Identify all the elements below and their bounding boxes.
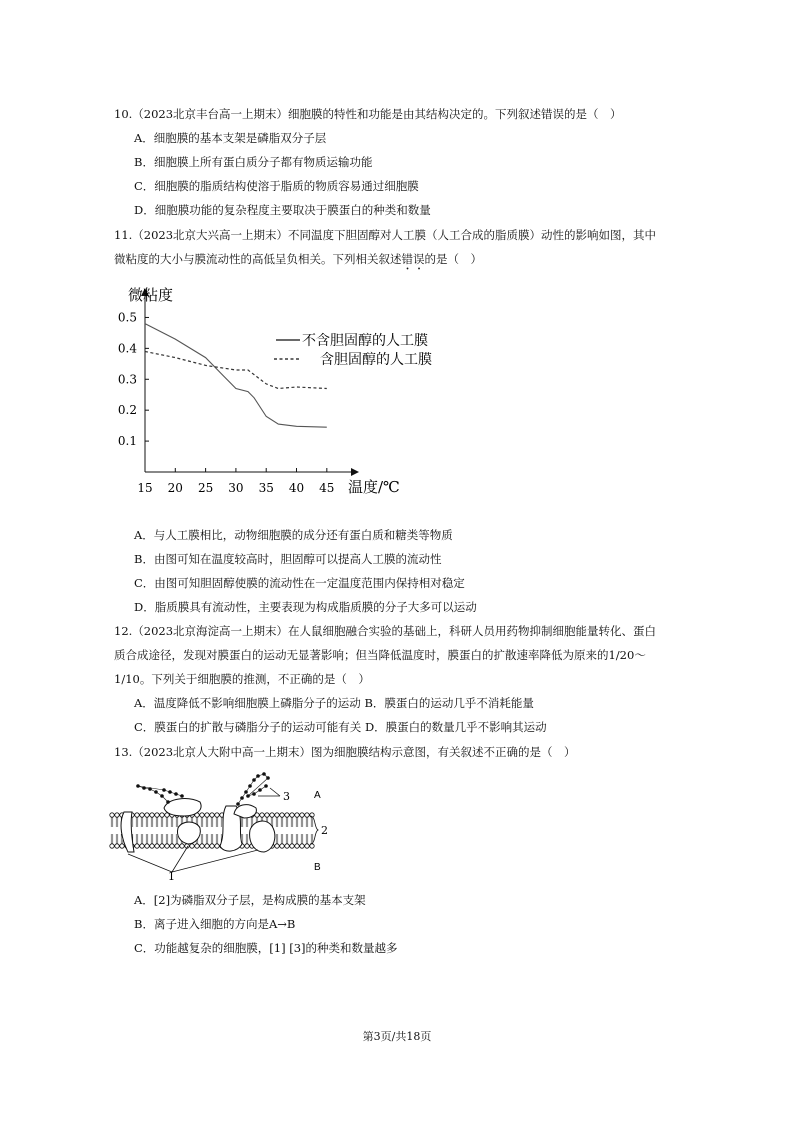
- phospholipid-head: [115, 813, 119, 817]
- x-tick-label: 15: [137, 481, 153, 495]
- phospholipid-head: [280, 813, 284, 817]
- phospholipid-head: [160, 844, 164, 848]
- y-tick-label: 0.5: [117, 310, 137, 325]
- phospholipid-head: [205, 813, 209, 817]
- page-footer: 第3页/共18页: [362, 1030, 432, 1043]
- q13-option-c: C．功能越复杂的细胞膜，[1] [3]的种类和数量越多: [134, 941, 398, 955]
- embedded-protein: [177, 822, 200, 844]
- q13-option-a: A．[2]为磷脂双分子层，是构成膜的基本支架: [134, 893, 366, 907]
- q11-stem-line2: [114, 251, 482, 273]
- phospholipid-tail: [286, 817, 288, 827]
- phospholipid-head: [115, 844, 119, 848]
- legend-label-1: 不含胆固醇的人工膜: [302, 333, 428, 349]
- phospholipid-tail: [201, 834, 203, 844]
- q13-option-b: B．离子进入细胞的方向是A→B: [134, 917, 296, 931]
- q12-options-row2: C．膜蛋白的扩散与磷脂分子的运动可能有关 D．膜蛋白的数量几乎不影响其运动: [134, 720, 547, 734]
- phospholipid-tail: [141, 817, 143, 827]
- phospholipid-tail: [306, 834, 308, 844]
- phospholipid-head: [145, 813, 149, 817]
- x-tick-label: 35: [258, 481, 274, 495]
- x-tick-label: 40: [288, 481, 305, 495]
- x-tick-label: 20: [167, 481, 183, 495]
- phospholipid-tail: [281, 834, 283, 844]
- q10-option-b: B．细胞膜上所有蛋白质分子都有物质运输功能: [134, 155, 373, 169]
- phospholipid-head: [260, 813, 264, 817]
- series-line-1: [145, 324, 327, 428]
- sugar-chain-link: [246, 786, 250, 792]
- phospholipid-head: [285, 844, 289, 848]
- phospholipid-head: [265, 813, 269, 817]
- phospholipid-head: [210, 813, 214, 817]
- phospholipid-head: [200, 844, 204, 848]
- phospholipid-tail: [116, 817, 118, 827]
- phospholipid-head: [190, 844, 194, 848]
- phospholipid-tail: [301, 817, 303, 827]
- phospholipid-tail: [301, 834, 303, 844]
- label-2: 2: [321, 824, 328, 837]
- phospholipid-tail: [311, 817, 313, 827]
- phospholipid-tail: [166, 817, 168, 827]
- sugar-chain-link: [156, 792, 162, 796]
- q11-stem-text: 微粘度的大小与膜流动性的高低呈负相关。下列相关叙述: [114, 252, 402, 266]
- phospholipid-head: [195, 844, 199, 848]
- phospholipid-tail: [276, 834, 278, 844]
- phospholipid-head: [300, 844, 304, 848]
- label-b: B: [314, 862, 321, 873]
- sugar-chain-link: [254, 790, 260, 794]
- chart-series: [145, 324, 327, 428]
- phospholipid-head: [140, 844, 144, 848]
- sugar-chain-link: [250, 780, 254, 786]
- phospholipid-tail: [156, 834, 158, 844]
- x-axis-arrow: [351, 468, 359, 476]
- sugar-chain-link: [162, 796, 168, 802]
- phospholipid-head: [295, 844, 299, 848]
- phospholipid-head: [270, 813, 274, 817]
- x-axis-label: 温度/℃: [348, 478, 400, 496]
- phospholipid-head: [285, 813, 289, 817]
- phospholipid-head: [170, 844, 174, 848]
- phospholipid-tail: [171, 817, 173, 827]
- phospholipid-tail: [296, 834, 298, 844]
- phospholipid-tail: [291, 834, 293, 844]
- label-1: 1: [168, 870, 175, 883]
- legend-label-2: 含胆固醇的人工膜: [320, 352, 432, 368]
- phospholipid-tail: [276, 817, 278, 827]
- q11-stem-tail: 的是（ ）: [424, 252, 482, 266]
- cell-membrane-diagram: [108, 772, 338, 882]
- phospholipid-head: [205, 844, 209, 848]
- phospholipid-tail: [281, 817, 283, 827]
- q11-option-d: D．脂质膜具有流动性，主要表现为构成脂质膜的分子大多可以运动: [134, 600, 477, 614]
- q12-options-row1: A．温度降低不影响细胞膜上磷脂分子的运动 B．膜蛋白的运动几乎不消耗能量: [134, 696, 534, 710]
- phospholipid-head: [140, 813, 144, 817]
- phospholipid-tail: [146, 817, 148, 827]
- x-tick-label: 25: [197, 481, 214, 495]
- phospholipid-tail: [111, 834, 113, 844]
- y-tick-label: 0.2: [117, 403, 137, 418]
- q10-option-d: D．细胞膜功能的复杂程度主要取决于膜蛋白的种类和数量: [134, 203, 431, 217]
- phospholipid-head: [155, 813, 159, 817]
- phospholipid-tail: [246, 817, 248, 827]
- phospholipid-tail: [216, 817, 218, 827]
- phospholipid-tail: [296, 817, 298, 827]
- leader-1: [128, 846, 258, 872]
- phospholipid-head: [290, 844, 294, 848]
- phospholipid-tail: [216, 834, 218, 844]
- channel-protein: [250, 821, 275, 852]
- phospholipid-head: [150, 813, 154, 817]
- phospholipid-head: [305, 813, 309, 817]
- phospholipid-tail: [241, 817, 243, 827]
- q11-emphasis-text: 错误: [401, 252, 425, 266]
- phospholipid-head: [135, 844, 139, 848]
- phospholipid-head: [295, 813, 299, 817]
- q11-option-c: C．由图可知胆固醇使膜的流动性在一定温度范围内保持相对稳定: [134, 576, 465, 590]
- phospholipid-head: [180, 844, 184, 848]
- phospholipid-tail: [111, 817, 113, 827]
- q12-stem-line1: 12.（2023北京海淀高一上期末）在人鼠细胞融合实验的基础上，科研人员用药物抑制细胞能量转化、蛋白: [114, 624, 657, 638]
- sugar-chain-link: [254, 776, 258, 780]
- y-axis-label: 微粘度: [128, 286, 174, 304]
- phospholipid-tail: [136, 817, 138, 827]
- phospholipid-tail: [151, 834, 153, 844]
- q11-option-a: A．与人工膜相比，动物细胞膜的成分还有蛋白质和糖类等物质: [134, 528, 453, 542]
- phospholipid-head: [165, 844, 169, 848]
- phospholipid-head: [110, 813, 114, 817]
- sugar-chain-link: [260, 786, 266, 790]
- q12-stem-line3: 1/10。下列关于细胞膜的推测，不正确的是（ ）: [114, 672, 370, 686]
- series-line-2: [145, 352, 327, 389]
- phospholipid-tail: [286, 834, 288, 844]
- chart-legend: [274, 333, 432, 368]
- glycoprotein-chains: [136, 772, 270, 806]
- phospholipid-tail: [246, 834, 248, 844]
- phospholipid-head: [300, 813, 304, 817]
- phospholipid-head: [210, 844, 214, 848]
- sugar-chain-link: [238, 798, 242, 804]
- label-a: A: [314, 790, 321, 801]
- label-3: 3: [283, 790, 290, 803]
- y-tick-label: 0.3: [117, 372, 137, 387]
- x-tick-label: 45: [319, 481, 335, 495]
- phospholipid-head: [175, 844, 179, 848]
- phospholipid-tail: [291, 817, 293, 827]
- sugar-chain-link: [264, 774, 268, 778]
- phospholipid-tail: [136, 834, 138, 844]
- phospholipid-head: [275, 844, 279, 848]
- phospholipid-head: [275, 813, 279, 817]
- phospholipid-head: [305, 844, 309, 848]
- phospholipid-head: [110, 844, 114, 848]
- phospholipid-tail: [211, 834, 213, 844]
- phospholipid-tail: [116, 834, 118, 844]
- sugar-chain-link: [242, 792, 246, 798]
- phospholipid-tail: [141, 834, 143, 844]
- phospholipid-head: [215, 844, 219, 848]
- phospholipid-tail: [211, 817, 213, 827]
- q11-option-b: B．由图可知在温度较高时，胆固醇可以提高人工膜的流动性: [134, 552, 442, 566]
- phospholipid-head: [150, 844, 154, 848]
- phospholipid-tail: [151, 817, 153, 827]
- y-tick-label: 0.4: [117, 341, 137, 356]
- phospholipid-tail: [146, 834, 148, 844]
- phospholipid-head: [215, 813, 219, 817]
- phospholipid-tail: [161, 817, 163, 827]
- q10-stem: 10.（2023北京丰台高一上期末）细胞膜的特性和功能是由其结构决定的。下列叙述错误的是（ ）: [114, 107, 622, 121]
- q11-stem-line1: 11.（2023北京大兴高一上期末）不同温度下胆固醇对人工膜（人工合成的脂质膜）动性的影响如图，其中: [114, 228, 657, 242]
- phospholipid-tail: [171, 834, 173, 844]
- phospholipid-tail: [161, 834, 163, 844]
- phospholipid-head: [245, 844, 249, 848]
- phospholipid-tail: [206, 834, 208, 844]
- phospholipid-tail: [201, 817, 203, 827]
- phospholipid-head: [280, 844, 284, 848]
- q10-option-c: C．细胞膜的脂质结构使溶于脂质的物质容易通过细胞膜: [134, 179, 419, 193]
- phospholipid-head: [310, 844, 314, 848]
- phospholipid-head: [160, 813, 164, 817]
- phospholipid-tail: [306, 817, 308, 827]
- x-tick-label: 30: [228, 481, 244, 495]
- phospholipid-head: [145, 844, 149, 848]
- phospholipid-tail: [156, 817, 158, 827]
- phospholipid-head: [290, 813, 294, 817]
- viscosity-line-chart: [110, 280, 432, 505]
- phospholipid-tail: [206, 817, 208, 827]
- chart-axes: [128, 286, 400, 496]
- q13-stem: 13.（2023北京人大附中高一上期末）图为细胞膜结构示意图，有关叙述不正确的是（ ）: [114, 745, 576, 759]
- y-tick-label: 0.1: [117, 434, 137, 449]
- q10-option-a: A．细胞膜的基本支架是磷脂双分子层: [134, 131, 327, 145]
- q12-stem-line2: 质合成途径，发现对膜蛋白的运动无显著影响；但当降低温度时，膜蛋白的扩散速率降低为原来的1/20～: [114, 648, 646, 662]
- phospholipid-tail: [176, 817, 178, 827]
- phospholipid-head: [135, 813, 139, 817]
- phospholipid-head: [155, 844, 159, 848]
- phospholipid-head: [200, 813, 204, 817]
- phospholipid-head: [120, 844, 124, 848]
- phospholipid-tail: [166, 834, 168, 844]
- phospholipid-bilayer: [110, 813, 314, 848]
